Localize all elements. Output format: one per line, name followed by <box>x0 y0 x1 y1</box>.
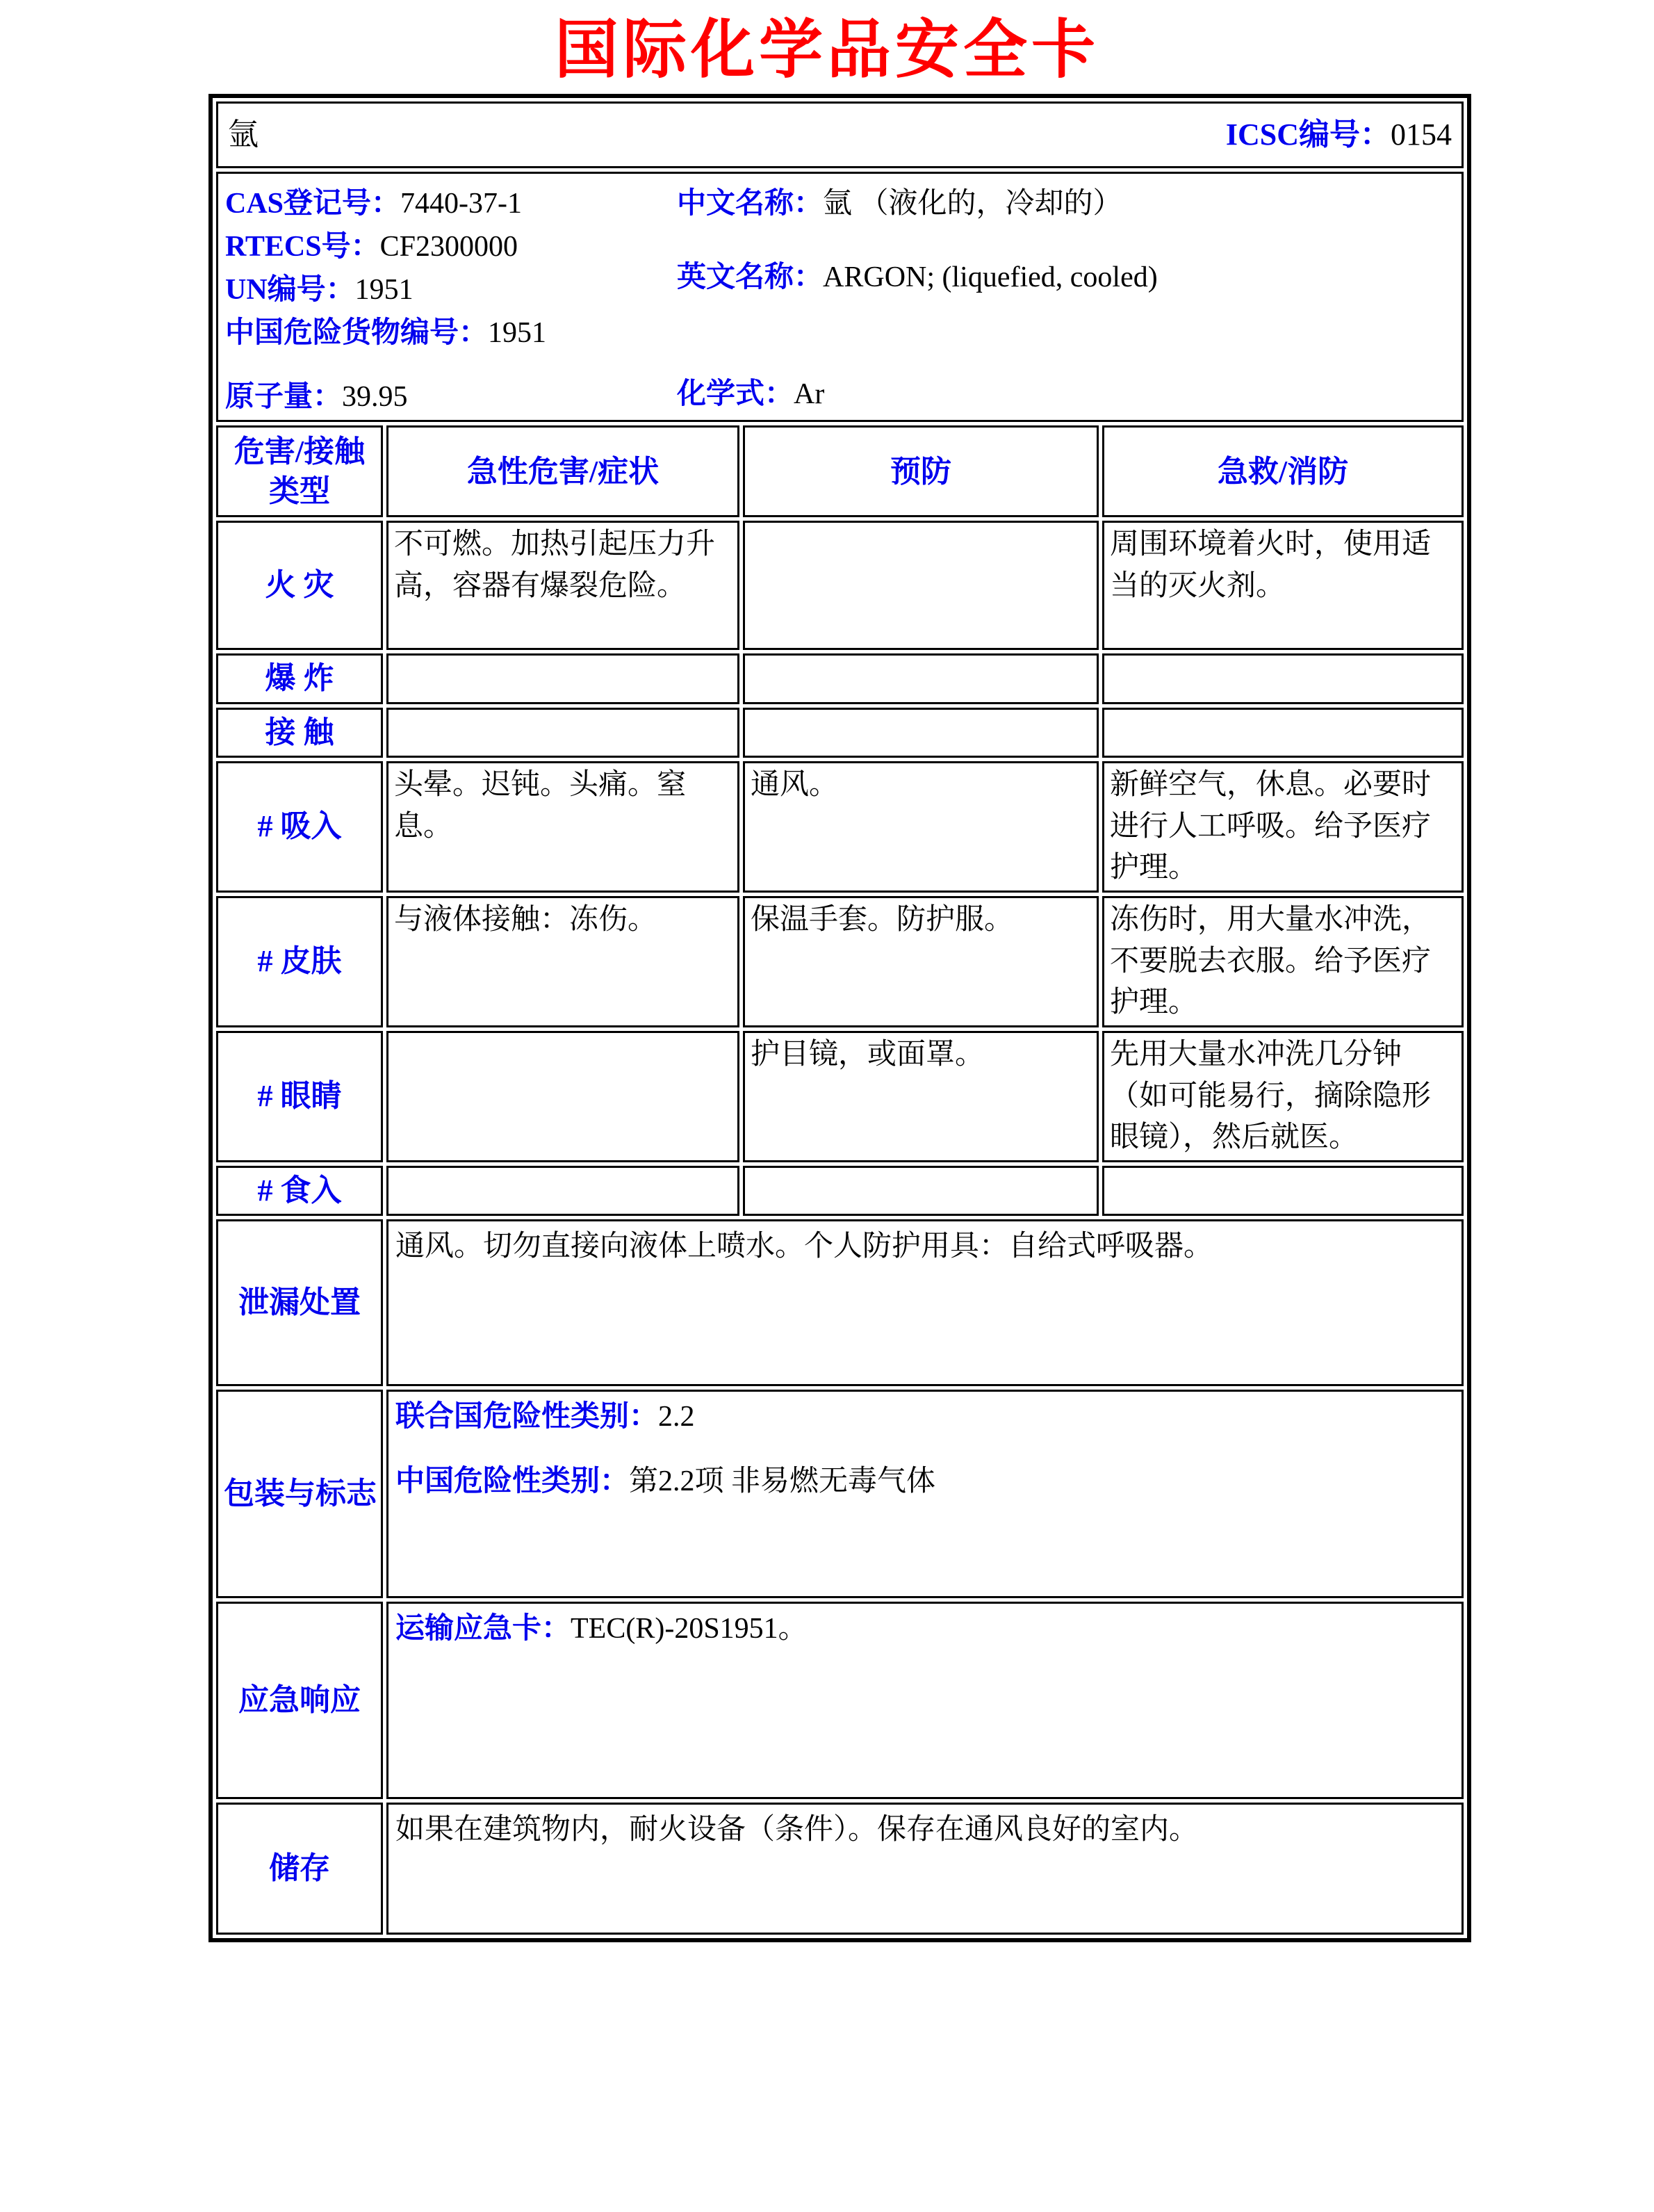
card-header-row <box>216 101 1464 168</box>
section-item-text: 如果在建筑物内，耐火设备（条件）。保存在通风良好的室内。 <box>395 1814 1199 1846</box>
transport-emergency-card-value: TEC(R)-20S1951。 <box>571 1613 808 1645</box>
symptoms-cell <box>386 653 739 704</box>
un-hazard-class <box>395 1396 1455 1438</box>
section-row-storage <box>216 1803 1464 1935</box>
section-title: 包装与标志 <box>216 1390 383 1598</box>
transport-emergency-card <box>395 1608 1455 1650</box>
hazard-type-header-cell <box>216 425 383 517</box>
hazard-row-fire <box>216 521 1464 650</box>
hazard-type-cell: 接 触 <box>216 708 383 758</box>
section-item <box>395 1809 1455 1851</box>
china-hazard-class-label: 中国危险性类别： <box>395 1465 630 1498</box>
icsc-number <box>1226 113 1452 156</box>
hazard-row-ingestion <box>216 1166 1464 1216</box>
icsc-number-value: 0154 <box>1391 117 1452 152</box>
prevention-cell <box>743 521 1099 650</box>
prevention-cell: 护目镜，或面罩。 <box>743 1031 1099 1162</box>
china-dangerous-goods-number-value: 1951 <box>488 317 547 350</box>
hazard-type-header-line2: 类型 <box>269 474 330 509</box>
hazard-type-cell: # 食入 <box>216 1166 383 1216</box>
symptoms-cell: 不可燃。加热引起压力升高，容器有爆裂危险。 <box>386 521 739 650</box>
chinese-name <box>677 182 1158 225</box>
chemical-formula <box>677 373 1158 416</box>
symptoms-cell <box>386 708 739 758</box>
section-title: 储存 <box>216 1803 383 1935</box>
un-hazard-class-label: 联合国危险性类别： <box>395 1401 659 1433</box>
hazard-header-row <box>216 425 1464 517</box>
section-content-cell <box>386 1219 1464 1386</box>
un-number-label: UN编号： <box>225 274 355 307</box>
rtecs-number-value: CF2300000 <box>379 231 518 263</box>
page-title: 国际化学品安全卡 <box>554 15 1099 86</box>
icsc-card-table <box>208 94 1471 1942</box>
symptoms-cell <box>386 1031 739 1162</box>
symptoms-cell <box>386 1166 739 1216</box>
chemical-formula-value: Ar <box>794 378 825 411</box>
hazard-type-cell: 火 灾 <box>216 521 383 650</box>
icsc-number-label: ICSC编号： <box>1225 117 1391 152</box>
english-name <box>677 256 1158 299</box>
section-row-emergency-response <box>216 1602 1464 1799</box>
cas-number-label: CAS登记号： <box>225 188 401 220</box>
prevention-cell: 保温手套。防护服。 <box>743 896 1099 1027</box>
first-aid-header-cell: 急救/消防 <box>1102 425 1464 517</box>
chemical-name: 氩 <box>228 117 259 152</box>
hazard-type-cell: 爆 炸 <box>216 653 383 704</box>
first-aid-cell: 周围环境着火时，使用适当的灭火剂。 <box>1102 521 1464 650</box>
hazard-row-eyes <box>216 1031 1464 1162</box>
china-hazard-class <box>395 1461 1455 1503</box>
first-aid-cell: 冻伤时，用大量水冲洗，不要脱去衣服。给予医疗护理。 <box>1102 896 1464 1027</box>
english-name-value: ARGON; (liquefied, cooled) <box>823 261 1158 294</box>
un-hazard-class-value: 2.2 <box>658 1401 695 1433</box>
hazard-type-header-line1: 危害/接触 <box>234 434 366 469</box>
prevention-header-cell: 预防 <box>743 425 1099 517</box>
chemical-formula-label: 化学式： <box>677 378 794 411</box>
first-aid-cell: 新鲜空气，休息。必要时进行人工呼吸。给予医疗护理。 <box>1102 761 1464 893</box>
chinese-name-label: 中文名称： <box>677 188 824 220</box>
section-content-cell <box>386 1602 1464 1799</box>
hazard-row-skin <box>216 896 1464 1027</box>
hazard-row-inhalation <box>216 761 1464 893</box>
section-title: 应急响应 <box>216 1602 383 1799</box>
prevention-cell <box>743 653 1099 704</box>
hazard-row-contact <box>216 708 1464 758</box>
hazard-type-cell: # 吸入 <box>216 761 383 893</box>
un-number-value: 1951 <box>354 274 414 307</box>
section-item-text: 通风。切勿直接向液体上喷水。个人防护用具：自给式呼吸器。 <box>395 1230 1213 1263</box>
first-aid-cell: 先用大量水冲洗几分钟（如可能易行，摘除隐形眼镜），然后就医。 <box>1102 1031 1464 1162</box>
section-item <box>395 1226 1455 1268</box>
rtecs-number-label: RTECS号： <box>225 231 380 263</box>
atomic-weight-value: 39.95 <box>342 381 408 414</box>
section-content-cell <box>386 1390 1464 1598</box>
section-title: 泄漏处置 <box>216 1219 383 1386</box>
china-hazard-class-value: 第2.2项 非易燃无毒气体 <box>629 1465 936 1498</box>
prevention-cell: 通风。 <box>743 761 1099 893</box>
china-dangerous-goods-number-label: 中国危险货物编号： <box>225 317 489 350</box>
first-aid-cell <box>1102 653 1464 704</box>
symptoms-cell: 与液体接触：冻伤。 <box>386 896 739 1027</box>
hazard-type-cell: # 眼睛 <box>216 1031 383 1162</box>
prevention-cell <box>743 1166 1099 1216</box>
prevention-cell <box>743 708 1099 758</box>
cas-number-value: 7440-37-1 <box>400 188 523 220</box>
section-row-spill-disposal <box>216 1219 1464 1386</box>
transport-emergency-card-label: 运输应急卡： <box>395 1613 571 1645</box>
hazard-type-cell: # 皮肤 <box>216 896 383 1027</box>
symptoms-cell: 头晕。迟钝。头痛。窒息。 <box>386 761 739 893</box>
card-header-cell <box>216 101 1464 168</box>
identifiers-row <box>216 172 1464 422</box>
symptoms-header-cell: 急性危害/症状 <box>386 425 739 517</box>
first-aid-cell <box>1102 1166 1464 1216</box>
first-aid-cell <box>1102 708 1464 758</box>
atomic-weight-label: 原子量： <box>225 381 343 414</box>
identifiers-cell <box>216 172 1464 422</box>
hazard-row-explosion <box>216 653 1464 704</box>
identifier-list-right <box>677 182 1158 416</box>
section-row-packaging-labeling <box>216 1390 1464 1598</box>
chinese-name-value: 氩 （液化的，冷却的） <box>823 188 1122 220</box>
english-name-label: 英文名称： <box>677 261 824 294</box>
section-content-cell <box>386 1803 1464 1935</box>
